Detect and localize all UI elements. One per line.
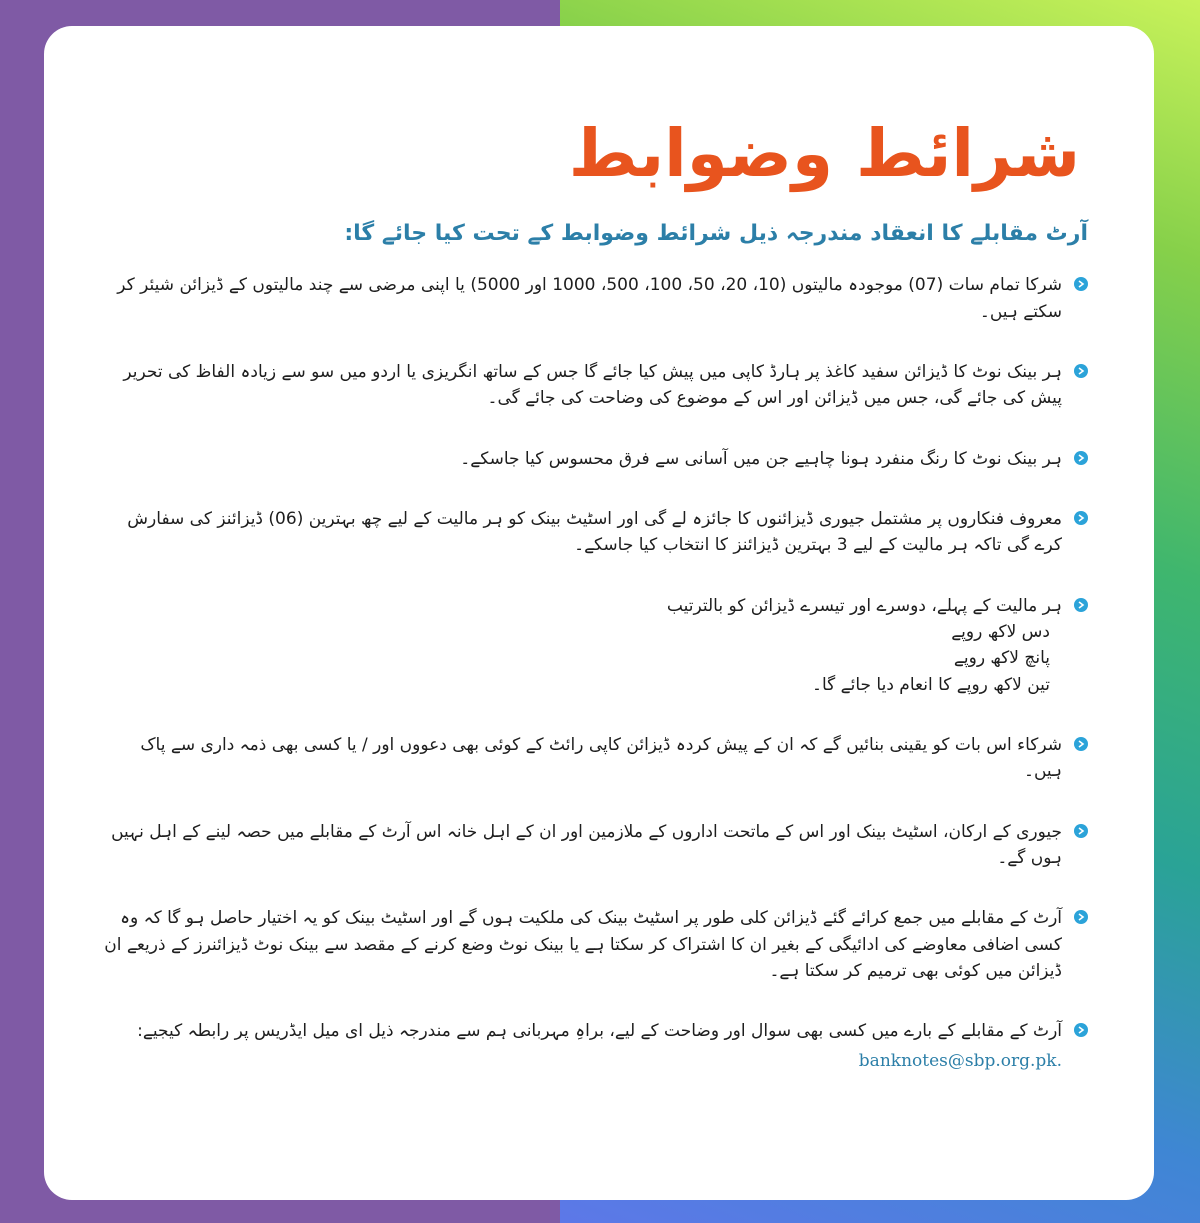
chevron-right-icon [1074,511,1088,525]
list-item [104,819,1088,872]
chevron-right-icon [1074,598,1088,612]
contact-email-link[interactable]: banknotes@sbp.org.pk. [858,1050,1062,1071]
list-item [104,359,1088,412]
list-item-text: ہر بینک نوٹ کا ڈیزائن سفید کاغذ پر ہارڈ کاپی میں پیش کیا جائے گا جس کے ساتھ انگریزی یا اردو میں سو سے زیادہ الفاظ کی تحریر پیش کی جائے گی، جس میں ڈیزائن اور اس کے موضوع کی وضاحت کی جائے گی۔ [123,361,1062,409]
subtitle: آرٹ مقابلے کا انعقاد مندرجہ ذیل شرائط وضوابط کے تحت کیا جائے گا: [344,221,1088,247]
chevron-right-icon [1074,824,1088,838]
chevron-right-icon [1074,364,1088,378]
list-item-text: آرٹ کے مقابلے کے بارے میں کسی بھی سوال اور وضاحت کے لیے، براہِ مہربانی ہم سے مندرجہ ذیل ای میل ایڈریس پر رابطہ کیجیے: [137,1021,1062,1042]
prize-second: پانچ لاکھ روپے [953,648,1050,669]
list-item [104,732,1088,785]
terms-card [44,26,1154,1200]
list-item-text: شرکا تمام سات (07) موجودہ مالیتوں (10، 20، 50، 100، 500، 1000 اور 5000) یا اپنی مرضی سے چند مالیتوں کے ڈیزائن شیئر کر سکتے ہیں۔ [117,275,1062,322]
list-item [104,506,1088,559]
contact-item [104,1018,1088,1044]
prize-item [104,593,1088,698]
list-item-text: ہر بینک نوٹ کا رنگ منفرد ہونا چاہیے جن میں آسانی سے فرق محسوس کیا جاسکے۔ [460,448,1062,469]
list-item-text: آرٹ کے مقابلے میں جمع کرائے گئے ڈیزائن کلی طور پر اسٹیٹ بینک کی ملکیت ہوں گے اور اسٹیٹ بینک کو یہ اختیار حاصل ہو گا کہ وہ کسی اضافی معاوضے کی ادائیگی کے بغیر ان کا اشتراک کر سکتا ہے یا بینک نوٹ وضع کرنے کے مقصد سے بینک نوٹ ڈیزائنرز کے ذریعے ان ڈیزائن میں کوئی بھی ترمیم کر سکتا ہے۔ [104,908,1062,982]
list-item [104,272,1088,325]
terms-list [104,272,1088,1045]
list-item-text: معروف فنکاروں پر مشتمل جیوری ڈیزائنوں کا جائزہ لے گی اور اسٹیٹ بینک کو ہر مالیت کے لیے چھ بہترین (06) ڈیزائنز کی سفارش کرے گی تاکہ ہر مالیت کے لیے 3 بہترین ڈیزائنز کا انتخاب کیا جاسکے۔ [127,508,1062,556]
chevron-right-icon [1074,910,1088,924]
list-item-text: جیوری کے ارکان، اسٹیٹ بینک اور اس کے ماتحت اداروں کے ملازمین اور ان کے اہل خانہ اس آرٹ کے مقابلے میں حصہ لینے کے اہل نہیں ہوں گے۔ [111,821,1062,868]
chevron-right-icon [1074,737,1088,751]
chevron-right-icon [1074,277,1088,291]
prize-intro: ہر مالیت کے پہلے، دوسرے اور تیسرے ڈیزائن کو بالترتیب [666,595,1062,616]
prize-first: دس لاکھ روپے [951,621,1050,642]
list-item-text: شرکاء اس بات کو یقینی بنائیں گے کہ ان کے پیش کردہ ڈیزائن کاپی رائٹ کے کوئی بھی دعووں اور / یا کسی بھی ذمہ داری سے پاک ہیں۔ [140,734,1062,782]
list-item [104,905,1088,984]
list-item [104,446,1088,472]
prize-third: تین لاکھ روپے کا انعام دیا جائے گا۔ [812,674,1050,695]
chevron-right-icon [1074,451,1088,465]
chevron-right-icon [1074,1023,1088,1037]
page-title: شرائط وضوابط [568,115,1080,192]
